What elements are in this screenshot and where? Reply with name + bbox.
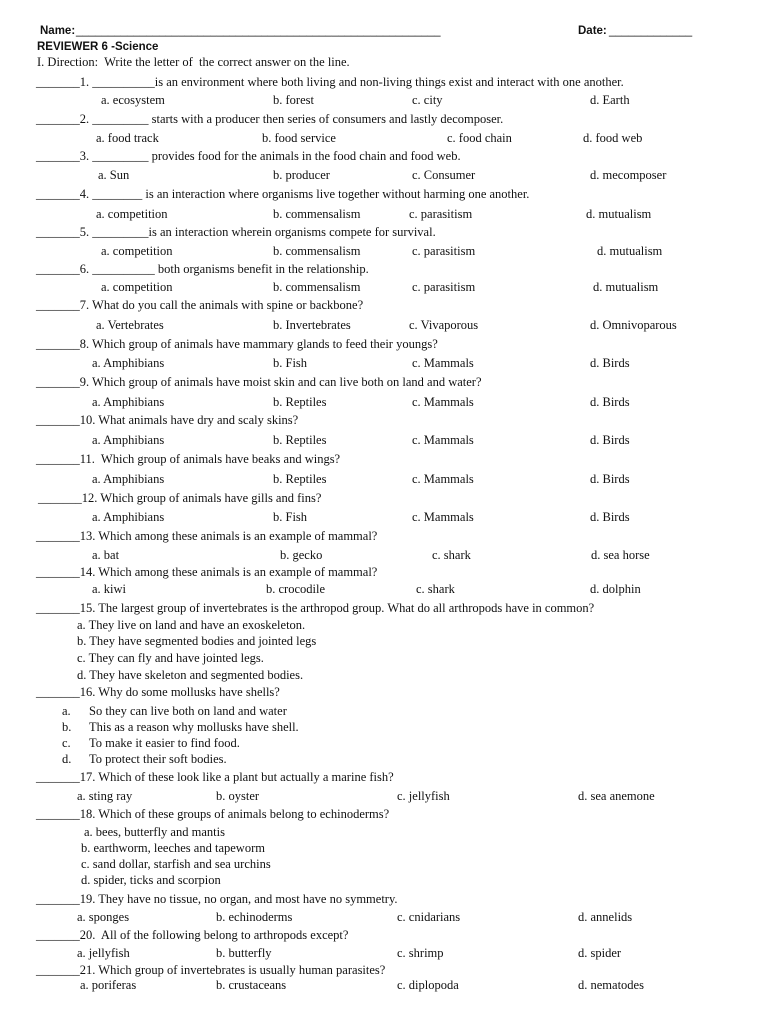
choice-d[interactable]: d. sea anemone bbox=[578, 789, 655, 803]
choice-b[interactable]: b. Reptiles bbox=[273, 472, 327, 486]
choice-c[interactable]: c. Mammals bbox=[412, 395, 474, 409]
choice-a[interactable]: a. sting ray bbox=[77, 789, 133, 803]
choice-b[interactable]: b. gecko bbox=[280, 548, 323, 562]
question-stem: _______10. What animals have dry and scaly skins? bbox=[36, 413, 299, 427]
choice-a[interactable]: a. Amphibians bbox=[92, 472, 165, 486]
question-stem: _______21. Which group of invertebrates is usually human parasites? bbox=[36, 963, 386, 977]
question-stem: _______8. Which group of animals have mammary glands to feed their youngs? bbox=[36, 337, 438, 351]
choice-b[interactable]: b. echinoderms bbox=[216, 910, 293, 924]
choice-a[interactable]: a. kiwi bbox=[92, 582, 127, 596]
choice-a[interactable]: a. food track bbox=[96, 131, 159, 145]
question-stem: _______11. Which group of animals have beaks and wings? bbox=[36, 452, 341, 466]
choice-d[interactable]: d. mutualism bbox=[593, 280, 659, 294]
choice-a[interactable]: a. competition bbox=[101, 244, 173, 258]
choice-a[interactable]: a. Amphibians bbox=[92, 356, 165, 370]
date-line[interactable]: _____________ bbox=[609, 25, 693, 37]
question-stem: _______3. _________ provides food for the animals in the food chain and food web. bbox=[36, 149, 461, 163]
choice-b[interactable]: b. commensalism bbox=[273, 280, 361, 294]
question-stem: _______2. _________ starts with a producer then series of consumers and lastly decomposer. bbox=[36, 112, 504, 126]
choice-d[interactable]: d. They have skeleton and segmented bodies. bbox=[77, 668, 304, 682]
choice-b[interactable]: This as a reason why mollusks have shell. bbox=[89, 720, 299, 734]
choice-d[interactable]: d. food web bbox=[583, 131, 643, 145]
choice-a[interactable]: a. competition bbox=[96, 207, 168, 221]
choice-d[interactable]: d. Birds bbox=[590, 472, 630, 486]
choice-c[interactable]: c. Consumer bbox=[412, 168, 476, 182]
choice-d[interactable]: d. Birds bbox=[590, 510, 630, 524]
choice-a[interactable]: a. jellyfish bbox=[77, 946, 130, 960]
choice-c[interactable]: c. parasitism bbox=[412, 280, 476, 294]
choice-c[interactable]: c. shark bbox=[432, 548, 471, 562]
question-stem: _______16. Why do some mollusks have shells? bbox=[36, 685, 280, 699]
question-stem: _______19. They have no tissue, no organ, and most have no symmetry. bbox=[36, 892, 398, 906]
choice-c[interactable]: c. Mammals bbox=[412, 433, 474, 447]
choice-d[interactable]: d. dolphin bbox=[590, 582, 641, 596]
choice-d[interactable]: d. nematodes bbox=[578, 978, 644, 992]
choice-c[interactable]: c. Mammals bbox=[412, 472, 474, 486]
choice-d[interactable]: d. Birds bbox=[590, 356, 630, 370]
choice-b[interactable]: b. butterfly bbox=[216, 946, 272, 960]
choice-b[interactable]: b. They have segmented bodies and jointed legs bbox=[77, 634, 317, 648]
choice-a[interactable]: a. bat bbox=[92, 548, 120, 562]
choice-b[interactable]: b. commensalism bbox=[273, 244, 361, 258]
question-stem: _______7. What do you call the animals with spine or backbone? bbox=[36, 298, 364, 312]
choice-c[interactable]: c. sand dollar, starfish and sea urchins bbox=[81, 857, 271, 871]
choice-a[interactable]: a. Amphibians bbox=[92, 395, 165, 409]
question-stem: _______17. Which of these look like a plant but actually a marine fish? bbox=[36, 770, 394, 784]
date-label: Date: bbox=[578, 25, 607, 37]
choice-a[interactable]: a. Amphibians bbox=[92, 510, 165, 524]
choice-c[interactable]: c. parasitism bbox=[412, 244, 476, 258]
choice-c[interactable]: c. shrimp bbox=[397, 946, 444, 960]
choice-a[interactable]: a. sponges bbox=[77, 910, 130, 924]
choice-d-letter: d. bbox=[62, 752, 72, 766]
question-stem: _______20. All of the following belong to arthropods except? bbox=[36, 928, 349, 942]
question-stem: _______12. Which group of animals have gills and fins? bbox=[38, 491, 322, 505]
direction-text: I. Direction: Write the letter of the correct answer on the line. bbox=[37, 55, 350, 69]
choice-a[interactable]: a. Amphibians bbox=[92, 433, 165, 447]
choice-c[interactable]: c. parasitism bbox=[409, 207, 473, 221]
choice-b[interactable]: b. Reptiles bbox=[273, 395, 327, 409]
choice-a[interactable]: a. poriferas bbox=[80, 978, 137, 992]
choice-d[interactable]: d. spider bbox=[578, 946, 622, 960]
choice-d[interactable]: To protect their soft bodies. bbox=[89, 752, 227, 766]
choice-c[interactable]: c. food chain bbox=[447, 131, 512, 145]
choice-c-letter: c. bbox=[62, 736, 71, 750]
choice-b[interactable]: b. oyster bbox=[216, 789, 260, 803]
choice-d[interactable]: d. Birds bbox=[590, 395, 630, 409]
choice-b[interactable]: b. Reptiles bbox=[273, 433, 327, 447]
question-stem: _______4. ________ is an interaction where organisms live together without harming one another. bbox=[36, 187, 530, 201]
choice-d[interactable]: d. mecomposer bbox=[590, 168, 667, 182]
question-stem: _______5. _________is an interaction wherein organisms compete for survival. bbox=[36, 225, 436, 239]
choice-d[interactable]: d. spider, ticks and scorpion bbox=[81, 873, 221, 887]
question-stem: _______14. Which among these animals is an example of mammal? bbox=[36, 565, 378, 579]
choice-b[interactable]: b. crocodile bbox=[266, 582, 326, 596]
question-stem: _______6. __________ both organisms benefit in the relationship. bbox=[36, 262, 369, 276]
choice-b[interactable]: b. commensalism bbox=[273, 207, 361, 221]
question-stem: _______1. __________is an environment where both living and non-living things exist and interact with one another. bbox=[36, 75, 624, 89]
question-stem: _______18. Which of these groups of animals belong to echinoderms? bbox=[36, 807, 390, 821]
choice-b[interactable]: b. crustaceans bbox=[216, 978, 287, 992]
choice-a[interactable]: a. Vertebrates bbox=[96, 318, 164, 332]
choice-c[interactable]: c. Mammals bbox=[412, 356, 474, 370]
choice-a-letter: a. bbox=[62, 704, 71, 718]
choice-a[interactable]: a. bees, butterfly and mantis bbox=[84, 825, 225, 839]
choice-c[interactable]: c. Mammals bbox=[412, 510, 474, 524]
choice-c[interactable]: c. diplopoda bbox=[397, 978, 459, 992]
choice-b[interactable]: b. Fish bbox=[273, 356, 308, 370]
choice-b[interactable]: b. earthworm, leeches and tapeworm bbox=[81, 841, 265, 855]
question-stem: _______15. The largest group of invertebrates is the arthropod group. What do all arthropods have in common? bbox=[36, 601, 595, 615]
choice-b[interactable]: b. food service bbox=[262, 131, 336, 145]
choice-d[interactable]: d. Omnivoparous bbox=[590, 318, 677, 332]
choice-a[interactable]: a. They live on land and have an exoskeleton. bbox=[77, 618, 306, 632]
question-stem: _______9. Which group of animals have moist skin and can live both on land and water? bbox=[36, 375, 482, 389]
choice-c[interactable]: c. jellyfish bbox=[397, 789, 450, 803]
choice-d[interactable]: d. sea horse bbox=[591, 548, 650, 562]
choice-d[interactable]: d. annelids bbox=[578, 910, 633, 924]
choice-c[interactable]: To make it easier to find food. bbox=[89, 736, 240, 750]
choice-a[interactable]: a. ecosystem bbox=[101, 93, 165, 107]
choice-c[interactable]: c. Vivaporous bbox=[409, 318, 479, 332]
choice-b[interactable]: b. Fish bbox=[273, 510, 308, 524]
choice-c[interactable]: c. cnidarians bbox=[397, 910, 461, 924]
name-line[interactable]: _________________________________________________________ bbox=[76, 25, 441, 37]
choice-a[interactable]: So they can live both on land and water bbox=[89, 704, 287, 718]
choice-c[interactable]: c. shark bbox=[416, 582, 455, 596]
choice-b-letter: b. bbox=[62, 720, 72, 734]
choice-c[interactable]: c. city bbox=[412, 93, 443, 107]
choice-b[interactable]: b. forest bbox=[273, 93, 314, 107]
page-title: REVIEWER 6 -Science bbox=[37, 41, 159, 53]
choice-a[interactable]: a. Sun bbox=[98, 168, 130, 182]
choice-d[interactable]: d. Birds bbox=[590, 433, 630, 447]
choice-b[interactable]: b. Invertebrates bbox=[273, 318, 351, 332]
choice-c[interactable]: c. They can fly and have jointed legs. bbox=[77, 651, 264, 665]
choice-d[interactable]: d. Earth bbox=[590, 93, 630, 107]
choice-a[interactable]: a. competition bbox=[101, 280, 173, 294]
question-stem: _______13. Which among these animals is an example of mammal? bbox=[36, 529, 378, 543]
choice-d[interactable]: d. mutualism bbox=[586, 207, 652, 221]
name-label: Name: bbox=[40, 25, 76, 37]
choice-d[interactable]: d. mutualism bbox=[597, 244, 663, 258]
choice-b[interactable]: b. producer bbox=[273, 168, 330, 182]
